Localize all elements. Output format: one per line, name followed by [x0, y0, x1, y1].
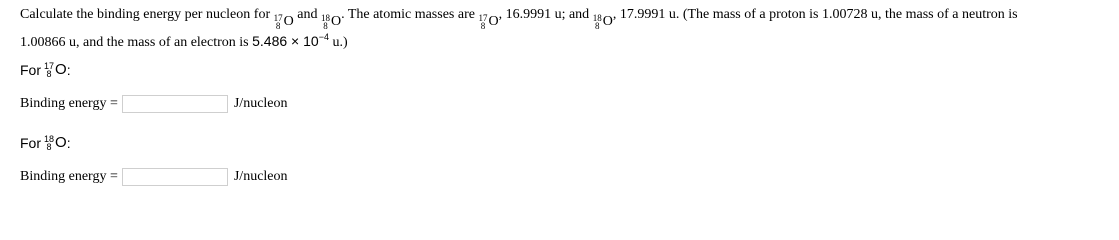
atomic-number: 8 [46, 69, 52, 79]
problem-intro: Calculate the binding energy per nucleon for [20, 7, 271, 22]
problem-statement [20, 4, 1116, 54]
unit-label: J/nucleon [233, 96, 288, 111]
element-symbol: O [55, 134, 67, 151]
binding-energy-label: Binding energy = [20, 96, 118, 111]
mass-number: 17 [273, 13, 283, 23]
element-symbol: O [330, 14, 342, 29]
element-symbol: O [283, 14, 294, 29]
part2-heading [20, 134, 71, 152]
nuclide-o17 [274, 14, 294, 30]
for-label: For [20, 62, 41, 78]
problem-line2-start: 1.00866 u, and the mass of an electron is [20, 35, 249, 50]
electron-mass-exponent: −4 [318, 32, 329, 42]
problem-mass-o18: , 17.9991 u. (The mass of a proton is 1.00728 u, the mass of a neutron is [612, 7, 1018, 22]
element-symbol: O [602, 14, 613, 29]
element-symbol: O [55, 61, 67, 78]
electron-mass-mantissa: 5.486 × 10 [252, 33, 319, 49]
heading-colon: : [66, 135, 71, 151]
element-symbol: O [488, 14, 499, 29]
mass-number: 18 [592, 13, 602, 23]
mass-number: 17 [44, 61, 55, 71]
binding-energy-o18-input[interactable] [122, 168, 228, 186]
atomic-number: 8 [275, 21, 281, 31]
mass-number: 18 [44, 134, 55, 144]
nuclide-o17 [478, 14, 498, 30]
nuclide-o18 [593, 14, 613, 30]
atomic-number: 8 [46, 142, 52, 152]
binding-energy-label: Binding energy = [20, 169, 118, 184]
problem-line2-end: u.) [332, 35, 348, 50]
binding-energy-o17-input[interactable] [122, 95, 228, 113]
unit-label: J/nucleon [233, 169, 288, 184]
heading-colon: : [66, 62, 71, 78]
nuclide-o18 [44, 135, 67, 151]
nuclide-o17 [44, 62, 67, 78]
atomic-number: 8 [323, 21, 328, 31]
part1-answer-row [20, 95, 288, 113]
problem-masses-text: . The atomic masses are [341, 7, 475, 22]
part1-heading [20, 61, 71, 79]
nuclide-o18 [321, 14, 341, 30]
mass-number: 17 [478, 13, 488, 23]
problem-mass-o17: , 16.9991 u; and [498, 7, 590, 22]
part2-answer-row [20, 168, 288, 186]
atomic-number: 8 [594, 21, 600, 31]
problem-and: and [297, 7, 318, 22]
for-label: For [20, 135, 41, 151]
electron-mass [252, 33, 329, 49]
mass-number: 18 [320, 13, 330, 23]
atomic-number: 8 [480, 21, 486, 31]
